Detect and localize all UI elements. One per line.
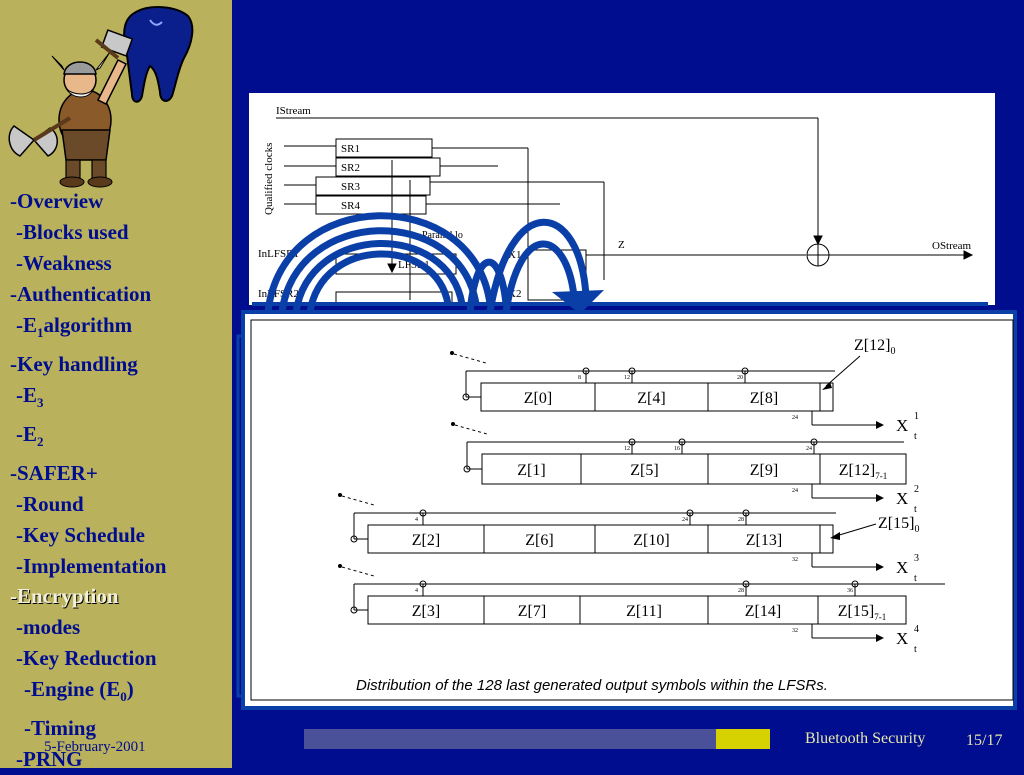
tap-label: 16 <box>674 446 680 452</box>
lfsr-cell-label: Z[3] <box>411 603 441 620</box>
z-label: Z <box>618 239 625 251</box>
inlfsr1-label: InLFSR1 <box>258 248 299 260</box>
tap-label: 4 <box>415 517 418 523</box>
nav-item[interactable]: $-E_2$ <box>16 421 44 449</box>
top-diagram-panel <box>249 93 995 305</box>
tap-label: 12 <box>624 446 630 452</box>
output-label: X <box>896 558 909 577</box>
nav-item[interactable]: -Engine $(E_0)$ <box>24 677 134 705</box>
lfsr-cell-label: Z[10] <box>633 532 670 549</box>
sr3-label: SR3 <box>341 181 360 193</box>
lfsr-cell-label: Z[0] <box>523 390 553 407</box>
nav-item[interactable]: -Overview <box>10 189 104 213</box>
svg-text:3: 3 <box>914 553 919 564</box>
nav-item[interactable]: -PRNG <box>16 747 83 772</box>
lfsr-cell-label: Z[7] <box>517 603 547 620</box>
qualified-clocks-label: Qualified clocks <box>263 142 275 215</box>
lfsr-cell-label: Z[11] <box>626 603 662 620</box>
lfsr-cell-label: $Z[15]_{7-1}$ <box>837 603 887 622</box>
nav-item[interactable]: $-E_3$ <box>16 382 44 410</box>
lfsr1-label: LFSR1 <box>398 259 430 271</box>
tap-label: 24 <box>682 517 688 523</box>
ostream-label: OStream <box>932 240 972 252</box>
lfsr-cell-label: Z[13] <box>745 532 783 549</box>
lfsr-cell-label: Z[5] <box>630 462 659 479</box>
nav-item[interactable]: -Encryption <box>10 584 119 609</box>
svg-text:t: t <box>914 431 917 442</box>
lfsr-cell-label: Z[2] <box>411 532 441 549</box>
diagram-caption: Distribution of the 128 last generated output symbols within the LFSRs. <box>356 677 828 694</box>
footer-bar <box>304 729 716 749</box>
nav-item[interactable]: -SAFER+ <box>10 460 98 485</box>
tap-label: 36 <box>847 588 853 594</box>
nav-item[interactable]: -Round <box>16 491 84 516</box>
nav-item[interactable]: $-E_1algorithm$ <box>16 312 133 340</box>
svg-text:4: 4 <box>914 624 919 635</box>
nav-item[interactable]: -Key handling <box>10 351 138 376</box>
tap-label: 12 <box>624 375 630 381</box>
tap-label: 8 <box>578 375 581 381</box>
svg-text:32: 32 <box>792 628 798 634</box>
presentation-date: 5-February-2001 <box>44 739 146 755</box>
inlfsr2-label: InLFSR2 <box>258 288 299 300</box>
lfsr-cell-label: Z[6] <box>525 532 554 549</box>
tap-label: 20 <box>737 375 743 381</box>
nav-item[interactable]: -Weakness <box>16 250 112 275</box>
output-label: X <box>896 416 909 435</box>
istream-label: IStream <box>276 105 311 117</box>
x1-label: X1 <box>508 249 522 261</box>
x2-label: X2 <box>508 288 522 300</box>
tap-label: 4 <box>415 588 418 594</box>
output-label: X <box>896 489 909 508</box>
lfsr-cell-label: Z[14] <box>744 603 782 620</box>
nav-item[interactable]: -Timing <box>24 716 96 741</box>
lfsr-cell-label: Z[8] <box>749 390 779 407</box>
sr2-label: SR2 <box>341 162 360 174</box>
nav-item[interactable]: -Key Schedule <box>16 522 145 547</box>
tap-label: 28 <box>738 588 744 594</box>
sr1-label: SR1 <box>341 143 360 155</box>
svg-text:t: t <box>914 504 917 515</box>
lfsr-cell-label: Z[9] <box>749 462 779 479</box>
lfsr-cell-label: $Z[12]_{7-1}$ <box>838 462 888 481</box>
svg-text:32: 32 <box>792 557 798 563</box>
tap-label: 28 <box>738 517 744 523</box>
callout-z12-label: $Z[12]_0$ <box>854 337 896 357</box>
tap-label: 24 <box>806 446 812 452</box>
lfsr-cell-label: Z[4] <box>637 390 666 407</box>
output-label: X <box>896 629 909 648</box>
svg-text:1: 1 <box>914 411 919 422</box>
svg-text:t: t <box>914 644 917 655</box>
page-number: 15/17 <box>966 732 1003 749</box>
nav-item[interactable]: -Key Reduction <box>16 646 157 671</box>
footer-title: Bluetooth Security <box>805 730 926 747</box>
svg-text:t: t <box>914 573 917 584</box>
svg-text:2: 2 <box>914 484 919 495</box>
nav-item[interactable]: -Implementation <box>16 553 167 578</box>
parallel-label: Parallel lo <box>422 230 463 241</box>
footer-bar-accent <box>716 729 770 749</box>
nav-item[interactable]: -Blocks used <box>16 219 129 244</box>
nav-item[interactable]: -Authentication <box>10 281 152 306</box>
lfsr-cell-label: Z[1] <box>517 462 546 479</box>
svg-text:24: 24 <box>792 415 798 421</box>
sr4-label: SR4 <box>341 200 360 212</box>
nav-item[interactable]: -modes <box>16 615 81 640</box>
svg-text:24: 24 <box>792 488 798 494</box>
callout-z15-label: $Z[15]_0$ <box>878 515 920 535</box>
